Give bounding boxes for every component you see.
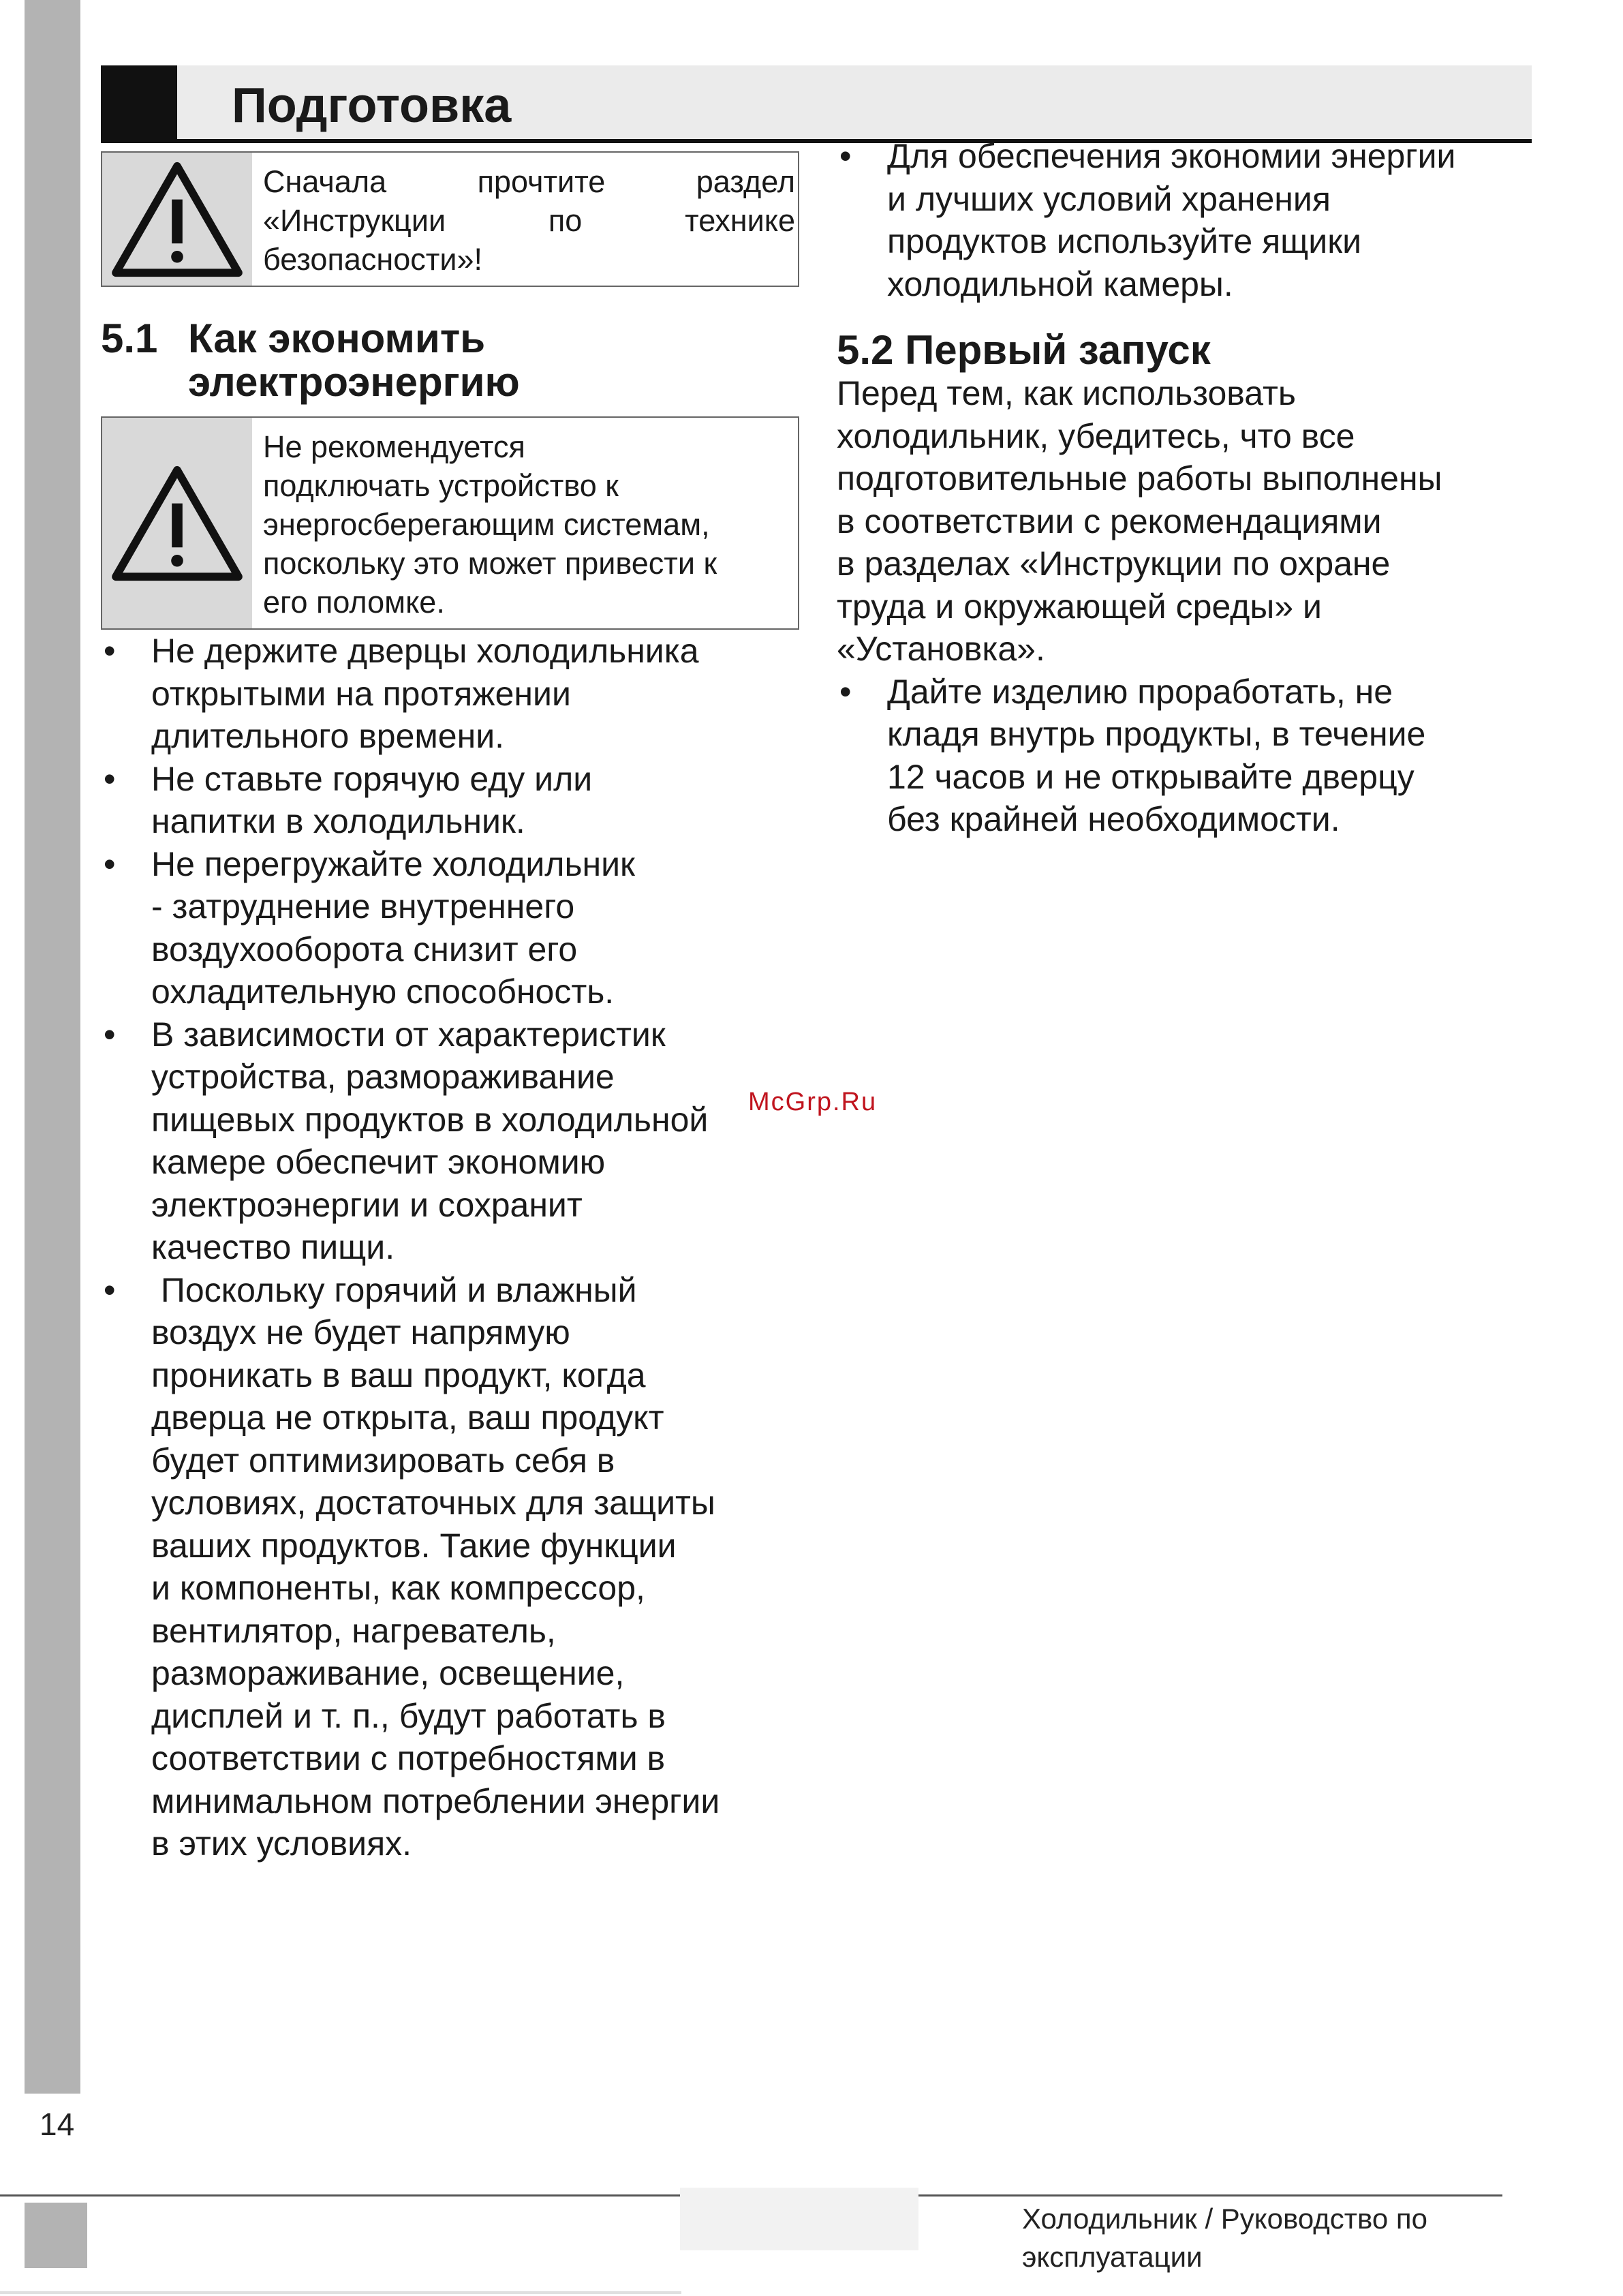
energy-warning-text xyxy=(252,418,798,628)
list-item-line: 12 часов и не открывайте дверцу xyxy=(887,757,1415,796)
paragraph-line: холодильник, убедитесь, что все xyxy=(837,416,1355,455)
list-item-line: без крайней необходимости. xyxy=(887,800,1340,838)
list-item-line: кладя внутрь продукты, в течение xyxy=(887,715,1426,753)
bullet: • xyxy=(104,1270,116,1309)
paragraph-line: труда и окружающей среды» и xyxy=(837,587,1322,626)
list-item-line: Дайте изделию проработать, не xyxy=(887,672,1393,711)
list-item-line: воздух не будет напрямую xyxy=(151,1313,570,1351)
paragraph-line: «Установка». xyxy=(837,630,1045,668)
list-item-line: размораживание, освещение, xyxy=(151,1654,625,1692)
list-item-line: охладительную способность. xyxy=(151,973,615,1011)
list-item xyxy=(101,630,799,758)
right-column xyxy=(837,135,1539,841)
footer-box xyxy=(680,2188,918,2250)
list-item-line: - затруднение внутреннего xyxy=(151,887,575,925)
section-5-1-heading xyxy=(101,317,799,404)
page-header xyxy=(101,65,1532,140)
footer-line: эксплуатации xyxy=(1022,2241,1203,2273)
left-column xyxy=(101,151,799,1865)
page-title: Подготовка xyxy=(232,78,512,133)
section-title-line: электроэнергию xyxy=(188,359,520,405)
list-item-line: Поскольку горячий и влажный xyxy=(151,1270,637,1309)
paragraph-line: в разделах «Инструкции по охране xyxy=(837,545,1391,583)
watermark: McGrp.Ru xyxy=(748,1088,878,1116)
warning-triangle-icon xyxy=(102,418,252,628)
list-item-line: ваших продуктов. Такие функции xyxy=(151,1526,677,1565)
safety-warning-text xyxy=(252,153,798,286)
section-title-line: Как экономить xyxy=(188,316,486,361)
section-5-2-heading: 5.2 Первый запуск xyxy=(837,327,1211,373)
list-item-line: продуктов используйте ящики xyxy=(887,222,1362,260)
drawers-tip-list xyxy=(837,135,1539,305)
warning-line: подключать устройство к xyxy=(263,468,619,503)
warning-triangle-icon xyxy=(102,153,252,286)
paragraph-line: в соответствии с рекомендациями xyxy=(837,502,1382,540)
footer-bottom-line xyxy=(0,2291,681,2294)
list-item-line: минимальном потреблении энергии xyxy=(151,1781,720,1820)
list-item-line: Для обеспечения экономии энергии xyxy=(887,137,1456,175)
list-item-line: соответствии с потребностями в xyxy=(151,1739,666,1777)
header-black-block xyxy=(101,65,177,139)
footer-square xyxy=(25,2203,87,2268)
list-item-line: и компоненты, как компрессор, xyxy=(151,1569,645,1607)
list-item-line: открытыми на протяжении xyxy=(151,674,571,713)
paragraph-line: Перед тем, как использовать xyxy=(837,374,1296,412)
list-item-line: камере обеспечит экономию xyxy=(151,1143,606,1181)
warning-line: его поломке. xyxy=(263,585,445,619)
list-item-line: Не перегружайте холодильник xyxy=(151,844,635,883)
list-item-line: проникать в ваш продукт, когда xyxy=(151,1356,646,1394)
bullet: • xyxy=(104,1015,116,1054)
bullet: • xyxy=(839,672,852,711)
section-number: 5.1 xyxy=(101,316,158,361)
list-item-line: вентилятор, нагреватель, xyxy=(151,1611,556,1650)
list-item-line: длительного времени. xyxy=(151,717,505,755)
list-item xyxy=(837,135,1539,305)
warning-line: Не рекомендуется xyxy=(263,429,525,464)
section-5-2-paragraph xyxy=(837,372,1539,671)
footer-line: Холодильник / Руководство по xyxy=(1022,2203,1427,2235)
safety-warning-line: безопасности»! xyxy=(263,242,483,277)
list-item-line: воздухооборота снизит его xyxy=(151,930,578,968)
list-item-line: будет оптимизировать себя в xyxy=(151,1441,615,1480)
list-item-line: и лучших условий хранения xyxy=(887,179,1331,218)
bullet: • xyxy=(104,844,116,883)
list-item xyxy=(101,758,799,843)
list-item-line: в этих условиях. xyxy=(151,1824,412,1863)
list-item-line: качество пищи. xyxy=(151,1228,395,1266)
footer-text xyxy=(1022,2200,1427,2276)
safety-warning-box xyxy=(101,151,799,287)
list-item-line: дисплей и т. п., будут работать в xyxy=(151,1696,666,1735)
list-item xyxy=(101,843,799,1013)
list-item-line: устройства, размораживание xyxy=(151,1058,615,1096)
list-item-line: дверца не открыта, ваш продукт xyxy=(151,1398,664,1437)
list-item-line: напитки в холодильник. xyxy=(151,802,525,840)
list-item-line: холодильной камеры. xyxy=(887,264,1233,303)
bullet: • xyxy=(839,137,852,175)
list-item-line: условиях, достаточных для защиты xyxy=(151,1484,715,1522)
paragraph-line: подготовительные работы выполнены xyxy=(837,459,1442,498)
first-start-list xyxy=(837,671,1539,841)
side-bar xyxy=(25,0,80,2094)
list-item xyxy=(101,1013,799,1269)
energy-tips-list xyxy=(101,630,799,1865)
list-item-line: Не держите дверцы холодильника xyxy=(151,632,699,670)
list-item-line: Не ставьте горячую еду или xyxy=(151,759,593,798)
list-item xyxy=(101,1269,799,1865)
page-number: 14 xyxy=(40,2107,75,2142)
list-item-line: электроэнергии и сохранит xyxy=(151,1185,583,1224)
bullet: • xyxy=(104,759,116,798)
warning-line: поскольку это может привести к xyxy=(263,546,717,581)
bullet: • xyxy=(104,632,116,670)
safety-warning-line: Сначала прочтите раздел «Инструкции по технике xyxy=(263,164,795,238)
list-item-line: пищевых продуктов в холодильной xyxy=(151,1100,709,1139)
list-item xyxy=(837,671,1539,841)
warning-line: энергосберегающим системам, xyxy=(263,507,710,542)
energy-warning-box xyxy=(101,416,799,630)
list-item-line: В зависимости от характеристик xyxy=(151,1015,666,1054)
